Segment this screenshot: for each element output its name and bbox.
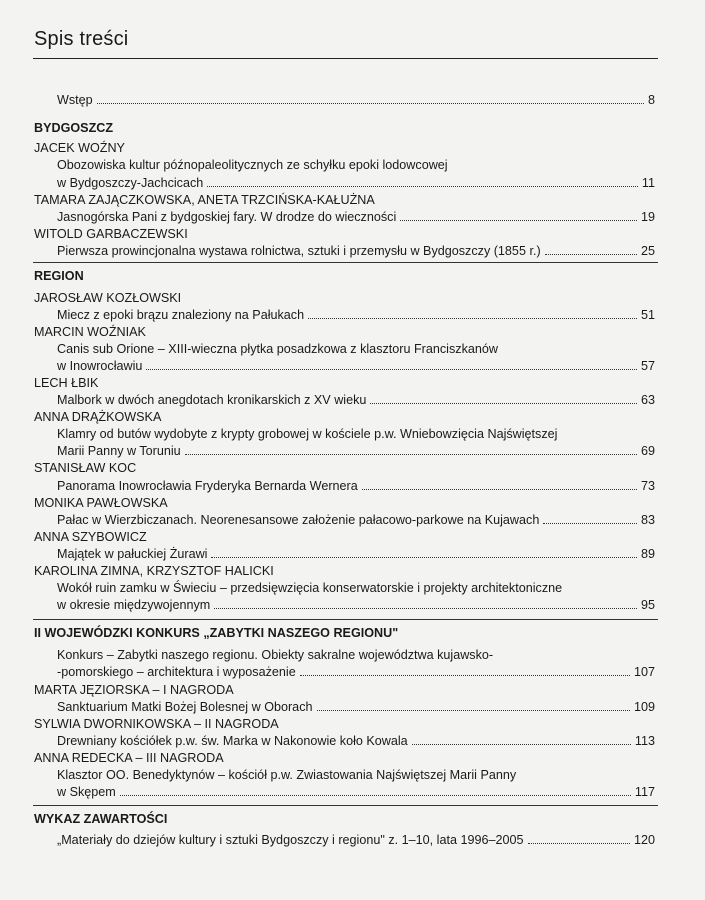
section-heading-bydgoszcz: BYDGOSZCZ [34, 121, 114, 135]
section-divider [33, 262, 658, 263]
toc-entry-title: w Bydgoszczy-Jachcicach [57, 176, 204, 190]
page-title: Spis treści [34, 28, 129, 50]
toc-entry-title: Sanktuarium Matki Bożej Bolesnej w Oborach [57, 700, 313, 714]
toc-entry-title: w Inowrocławiu [57, 359, 143, 373]
leader-dots [211, 547, 637, 558]
toc-entry-page: 11 [641, 176, 655, 190]
leader-dots [207, 176, 638, 187]
toc-entry-title: Miecz z epoki brązu znaleziony na Pałukach [57, 308, 305, 322]
section-divider [33, 619, 658, 620]
author-name: MARCIN WOŹNIAK [34, 325, 146, 339]
toc-entry-title: w okresie międzywojennym [57, 598, 211, 612]
toc-entry[interactable] [57, 830, 655, 850]
author-name: JAROSŁAW KOZŁOWSKI [34, 291, 182, 305]
toc-entry-title: w Skępem [57, 785, 116, 799]
leader-dots [545, 244, 637, 255]
toc-entry-title: Drewniany kościółek p.w. św. Marka w Nakonowie koło Kowala [57, 734, 408, 748]
author-name: WITOLD GARBACZEWSKI [34, 227, 188, 241]
toc-entry-title-line: Klamry od butów wydobyte z krypty grobowej w kościele p.w. Wniebowzięcia Najświętszej [57, 427, 558, 441]
leader-dots [97, 93, 644, 104]
toc-entry-page: 107 [633, 665, 655, 679]
toc-entry-page: 109 [633, 700, 655, 714]
toc-entry-page: 89 [640, 547, 655, 561]
section-heading-region: REGION [34, 269, 84, 283]
section-heading-konkurs: II WOJEWÓDZKI KONKURS „ZABYTKI NASZEGO REGIONU" [34, 626, 399, 640]
toc-entry[interactable] [57, 595, 655, 615]
leader-dots [362, 479, 637, 490]
leader-dots [543, 513, 637, 524]
toc-entry-page: 95 [640, 598, 655, 612]
toc-entry-title-line: Konkurs – Zabytki naszego regionu. Obiekty sakralne województwa kujawsko- [57, 648, 494, 662]
leader-dots [120, 785, 631, 796]
author-name: MONIKA PAWŁOWSKA [34, 496, 168, 510]
toc-entry-page: 120 [633, 833, 655, 847]
toc-entry-page: 73 [640, 479, 655, 493]
author-name: ANNA REDECKA – III NAGRODA [34, 751, 224, 765]
toc-entry-intro[interactable] [57, 90, 655, 110]
author-name: SYLWIA DWORNIKOWSKA – II NAGRODA [34, 717, 279, 731]
author-name: TAMARA ZAJĄCZKOWSKA, ANETA TRZCIŃSKA-KAŁUŻNA [34, 193, 375, 207]
toc-entry-title: Jasnogórska Pani z bydgoskiej fary. W drodze do wieczności [57, 210, 397, 224]
toc-entry[interactable] [57, 356, 655, 376]
leader-dots [300, 665, 630, 676]
toc-entry-title: Pierwsza prowincjonalna wystawa rolnictwa, sztuki i przemysłu w Bydgoszczy (1855 r.) [57, 244, 541, 258]
author-name: ANNA DRĄŻKOWSKA [34, 410, 162, 424]
author-name: LECH ŁBIK [34, 376, 99, 390]
section-divider [33, 805, 658, 806]
toc-entry-title: Marii Panny w Toruniu [57, 444, 181, 458]
toc-entry-page: 25 [640, 244, 655, 258]
toc-entry-page: 117 [634, 785, 655, 799]
toc-entry-page: 19 [640, 210, 655, 224]
toc-entry-page: 113 [634, 734, 655, 748]
leader-dots [308, 308, 637, 319]
toc-entry-title-line: Obozowiska kultur późnopaleolitycznych ze schyłku epoki lodowcowej [57, 158, 448, 172]
leader-dots [185, 444, 637, 455]
toc-entry-page: 8 [647, 93, 655, 107]
toc-entry[interactable] [57, 241, 655, 261]
toc-entry-title: Wstęp [57, 93, 93, 107]
toc-entry[interactable] [57, 782, 655, 802]
author-name: JACEK WOŹNY [34, 141, 125, 155]
toc-entry-title: -pomorskiego – architektura i wyposażenie [57, 665, 296, 679]
author-name: KAROLINA ZIMNA, KRZYSZTOF HALICKI [34, 564, 274, 578]
toc-entry-page: 83 [640, 513, 655, 527]
toc-entry[interactable] [57, 662, 655, 682]
author-name: MARTA JĘZIORSKA – I NAGRODA [34, 683, 234, 697]
author-name: STANISŁAW KOC [34, 461, 137, 475]
toc-entry-page: 69 [640, 444, 655, 458]
toc-entry-page: 57 [640, 359, 655, 373]
title-rule [33, 58, 658, 59]
toc-entry-title: „Materiały do dziejów kultury i sztuki Bydgoszczy i regionu" z. 1–10, lata 1996–2005 [57, 833, 524, 847]
leader-dots [214, 598, 637, 609]
toc-entry-title: Majątek w pałuckiej Żurawi [57, 547, 208, 561]
leader-dots [370, 393, 637, 404]
toc-entry-title: Panorama Inowrocławia Fryderyka Bernarda Wernera [57, 479, 358, 493]
toc-entry-title-line: Wokół ruin zamku w Świeciu – przedsięwzięcia konserwatorskie i projekty architektoniczne [57, 581, 563, 595]
author-name: ANNA SZYBOWICZ [34, 530, 147, 544]
toc-entry-page: 63 [640, 393, 655, 407]
toc-entry-title: Malbork w dwóch anegdotach kronikarskich z XV wieku [57, 393, 367, 407]
leader-dots [528, 833, 630, 844]
toc-entry-title-line: Klasztor OO. Benedyktynów – kościół p.w. Zwiastowania Najświętszej Marii Panny [57, 768, 517, 782]
toc-entry-title: Pałac w Wierzbiczanach. Neorenesansowe założenie pałacowo-parkowe na Kujawach [57, 513, 540, 527]
toc-entry[interactable] [57, 305, 655, 325]
toc-entry[interactable] [57, 441, 655, 461]
leader-dots [317, 700, 630, 711]
leader-dots [412, 734, 631, 745]
toc-entry-title-line: Canis sub Orione – XIII-wieczna płytka posadzkowa z klasztoru Franciszkanów [57, 342, 498, 356]
toc-entry-page: 51 [640, 308, 655, 322]
leader-dots [146, 359, 637, 370]
leader-dots [400, 210, 637, 221]
section-heading-wykaz: WYKAZ ZAWARTOŚCI [34, 812, 168, 826]
toc-entry[interactable] [57, 510, 655, 530]
